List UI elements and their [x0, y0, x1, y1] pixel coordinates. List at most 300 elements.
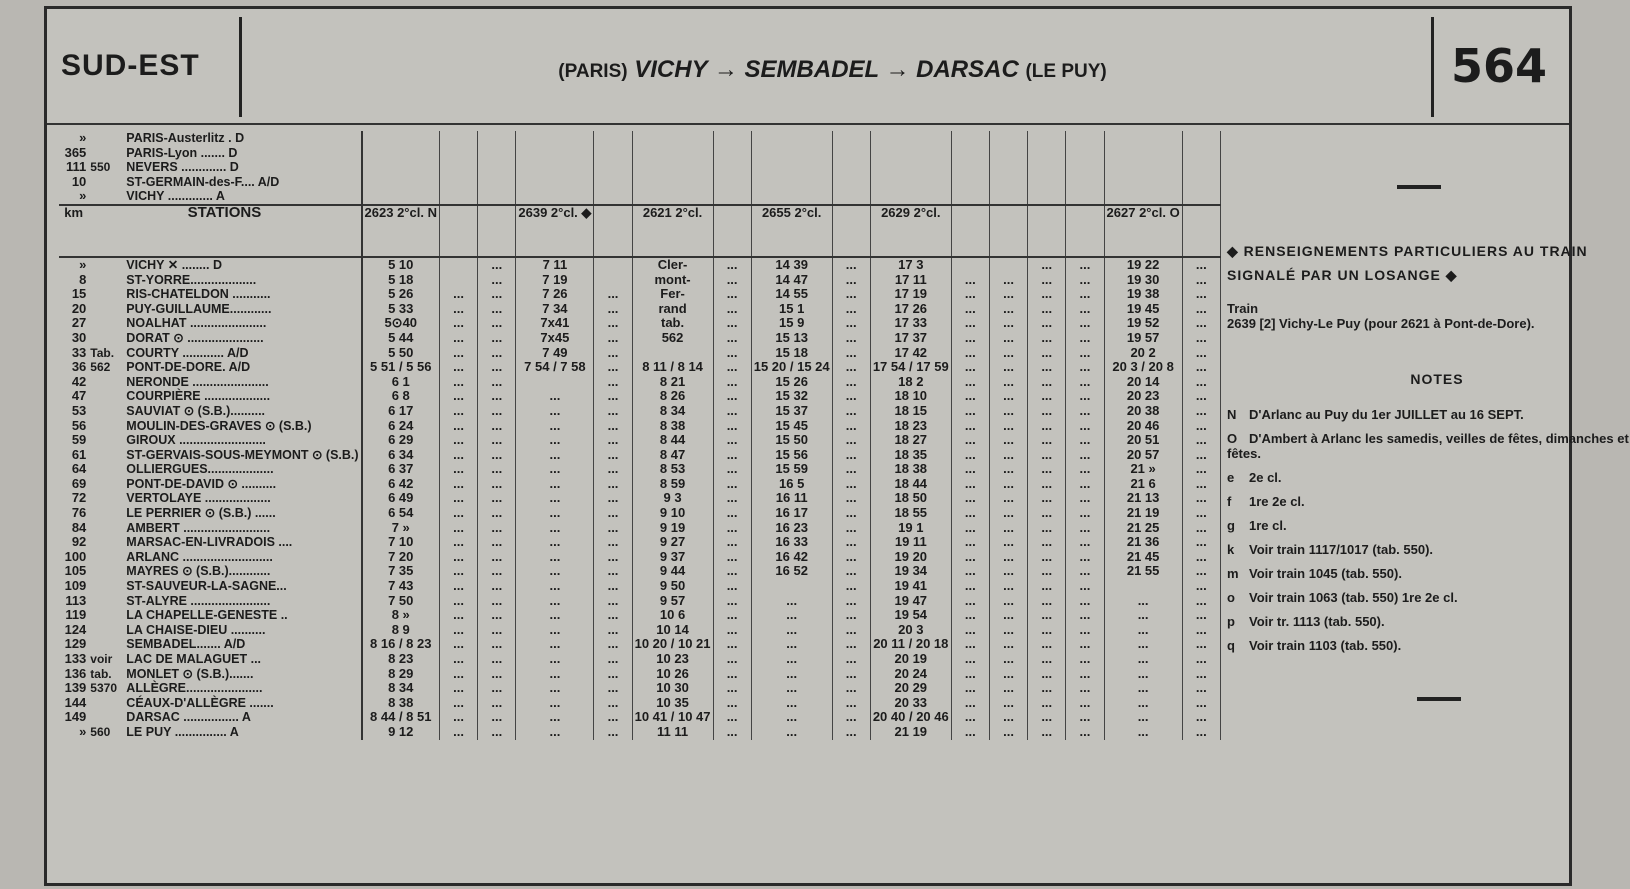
time-cell: ...: [439, 433, 477, 448]
time-cell: ...: [1182, 681, 1220, 696]
km-cell: 136: [64, 665, 87, 681]
time-cell: ...: [478, 346, 516, 361]
note-key: m: [1227, 566, 1239, 581]
station-name: LAC DE MALAGUET ...: [124, 652, 361, 667]
time-cell: 14 39: [751, 257, 832, 273]
time-cell: 18 55: [870, 506, 951, 521]
station-row: [59, 448, 1221, 463]
time-cell: ...: [951, 360, 989, 375]
time-cell: [439, 131, 477, 146]
time-cell: ...: [1182, 667, 1220, 682]
time-cell: [1066, 131, 1104, 146]
station-name: PARIS-Austerlitz . D: [124, 131, 361, 146]
station-row: [59, 433, 1221, 448]
time-cell: ...: [989, 564, 1027, 579]
km-cell: 8: [79, 271, 87, 287]
tab-ref: [88, 433, 124, 448]
tab-ref: 550: [90, 160, 111, 175]
time-cell: ...: [478, 696, 516, 711]
station-name: VICHY ............. A: [124, 189, 361, 205]
time-cell: ...: [439, 346, 477, 361]
time-cell: 11 11: [632, 725, 713, 740]
time-cell: ...: [1104, 710, 1182, 725]
time-cell: 6 37: [362, 462, 440, 477]
time-cell: ...: [951, 316, 989, 331]
train-number: 2621 2°cl.: [632, 205, 713, 257]
time-cell: 18 35: [870, 448, 951, 463]
time-cell: ...: [439, 448, 477, 463]
station-row: [59, 360, 1221, 375]
time-cell: 20 11 / 20 18: [870, 637, 951, 652]
tab-ref: [88, 535, 124, 550]
time-cell: ...: [1182, 535, 1220, 550]
time-cell: ...: [594, 579, 632, 594]
note-item: [1227, 407, 1630, 422]
time-cell: ...: [439, 506, 477, 521]
time-cell: ...: [1182, 448, 1220, 463]
time-cell: ...: [516, 725, 594, 740]
time-cell: [516, 146, 594, 161]
time-cell: ...: [1028, 637, 1066, 652]
time-cell: ...: [713, 652, 751, 667]
time-cell: ...: [1028, 725, 1066, 740]
station-name: AMBERT .........................: [124, 521, 361, 536]
time-cell: ...: [989, 273, 1027, 288]
time-cell: ...: [478, 302, 516, 317]
note-text: D'Arlanc au Puy du 1er JUILLET au 16 SEPT.: [1249, 407, 1524, 422]
time-cell: 20 29: [870, 681, 951, 696]
time-cell: ...: [478, 608, 516, 623]
km-cell: 47: [71, 388, 87, 404]
time-cell: ...: [516, 579, 594, 594]
time-cell: 10 6: [632, 608, 713, 623]
time-cell: ...: [1182, 433, 1220, 448]
time-cell: ...: [1028, 331, 1066, 346]
time-cell: 15 13: [751, 331, 832, 346]
time-cell: ...: [989, 608, 1027, 623]
km-cell: 129: [64, 636, 87, 652]
km-cell: »: [79, 256, 87, 272]
time-cell: 18 27: [870, 433, 951, 448]
time-cell: 14 47: [751, 273, 832, 288]
time-cell: ...: [832, 273, 870, 288]
time-cell: 18 38: [870, 462, 951, 477]
time-cell: ...: [478, 316, 516, 331]
time-cell: [516, 160, 594, 175]
station-name: MAYRES ⊙ (S.B.)............: [124, 564, 361, 579]
station-row: [59, 375, 1221, 390]
time-cell: ...: [594, 448, 632, 463]
tab-ref: [88, 462, 124, 477]
time-cell: ...: [594, 696, 632, 711]
time-cell: ...: [439, 287, 477, 302]
time-cell: ...: [713, 710, 751, 725]
note-text: Voir tr. 1113 (tab. 550).: [1249, 614, 1385, 629]
time-cell: 17 42: [870, 346, 951, 361]
time-cell: ...: [713, 287, 751, 302]
km-cell: 61: [71, 446, 87, 462]
time-cell: 18 44: [870, 477, 951, 492]
time-cell: ...: [1028, 360, 1066, 375]
time-cell: 20 23: [1104, 389, 1182, 404]
note-text: Voir train 1103 (tab. 550).: [1249, 638, 1402, 653]
route-suffix: (LE PUY): [1025, 61, 1107, 82]
time-cell: 18 23: [870, 419, 951, 434]
km-cell: 36: [71, 359, 87, 375]
time-cell: ...: [1028, 433, 1066, 448]
tab-ref: [88, 550, 124, 565]
time-cell: 17 33: [870, 316, 951, 331]
time-cell: 15 20 / 15 24: [751, 360, 832, 375]
time-cell: ...: [832, 360, 870, 375]
time-cell: ...: [1182, 594, 1220, 609]
station-name: GIROUX .........................: [124, 433, 361, 448]
time-cell: [1066, 189, 1104, 205]
time-cell: [832, 146, 870, 161]
time-cell: ...: [594, 419, 632, 434]
time-cell: [1028, 189, 1066, 205]
time-cell: ...: [832, 287, 870, 302]
time-cell: ...: [832, 491, 870, 506]
time-cell: 15 50: [751, 433, 832, 448]
time-cell: 16 42: [751, 550, 832, 565]
km-cell: 149: [64, 709, 87, 725]
time-cell: [713, 160, 751, 175]
time-cell: 21 6: [1104, 477, 1182, 492]
station-row: [59, 681, 1221, 696]
time-cell: ...: [439, 710, 477, 725]
time-cell: 20 46: [1104, 419, 1182, 434]
note-key: o: [1227, 590, 1235, 605]
tab-ref: [88, 375, 124, 390]
time-cell: 17 11: [870, 273, 951, 288]
time-cell: ...: [989, 419, 1027, 434]
station-name: LA CHAPELLE-GENESTE ..: [124, 608, 361, 623]
time-cell: ...: [713, 302, 751, 317]
km-cell: 53: [71, 402, 87, 418]
note-item: [1227, 614, 1630, 629]
time-cell: ...: [713, 448, 751, 463]
station-row: [59, 710, 1221, 725]
time-cell: ...: [832, 594, 870, 609]
time-cell: ...: [1066, 696, 1104, 711]
time-cell: ...: [713, 506, 751, 521]
time-cell: 8 34: [362, 681, 440, 696]
time-cell: [516, 375, 594, 390]
time-cell: [951, 175, 989, 190]
time-cell: 19 22: [1104, 257, 1182, 273]
time-cell: ...: [951, 623, 989, 638]
time-cell: ...: [516, 462, 594, 477]
time-cell: ...: [516, 696, 594, 711]
tab-ref: [88, 146, 124, 161]
route-darsac: DARSAC: [916, 56, 1019, 83]
time-cell: 8 38: [362, 696, 440, 711]
time-cell: [1028, 131, 1066, 146]
time-cell: ...: [594, 725, 632, 740]
time-cell: ...: [713, 389, 751, 404]
time-cell: ...: [478, 710, 516, 725]
time-cell: 21 36: [1104, 535, 1182, 550]
time-cell: 562: [632, 331, 713, 346]
time-cell: [439, 189, 477, 205]
km-cell: 111: [66, 159, 87, 175]
note-key: p: [1227, 614, 1235, 629]
time-cell: ...: [951, 302, 989, 317]
time-cell: ...: [1182, 287, 1220, 302]
time-cell: ...: [951, 608, 989, 623]
note-key: g: [1227, 518, 1235, 533]
time-cell: ...: [1104, 637, 1182, 652]
station-name: PUY-GUILLAUME............: [124, 302, 361, 317]
time-cell: ...: [478, 564, 516, 579]
time-cell: ...: [1182, 360, 1220, 375]
time-cell: ...: [951, 506, 989, 521]
time-cell: ...: [478, 448, 516, 463]
time-cell: [478, 189, 516, 205]
train-number: [832, 205, 870, 257]
time-cell: ...: [516, 564, 594, 579]
train-number: [1066, 205, 1104, 257]
time-cell: ...: [951, 477, 989, 492]
time-cell: [439, 257, 477, 273]
time-cell: [516, 175, 594, 190]
time-cell: ...: [713, 462, 751, 477]
time-cell: [1104, 146, 1182, 161]
time-cell: ...: [478, 681, 516, 696]
note-text: Voir train 1117/1017 (tab. 550).: [1249, 542, 1434, 557]
time-cell: ...: [1028, 652, 1066, 667]
station-name: MONLET ⊙ (S.B.).......: [124, 667, 361, 682]
time-cell: ...: [989, 331, 1027, 346]
time-cell: ...: [951, 404, 989, 419]
time-cell: ...: [989, 652, 1027, 667]
time-cell: ...: [989, 681, 1027, 696]
time-cell: ...: [439, 419, 477, 434]
time-cell: ...: [516, 594, 594, 609]
time-cell: ...: [1182, 477, 1220, 492]
time-cell: ...: [989, 462, 1027, 477]
station-row: [59, 331, 1221, 346]
tab-ref: voir: [90, 652, 113, 666]
time-cell: [1104, 131, 1182, 146]
page-header: [47, 9, 1569, 125]
time-cell: 7 »: [362, 521, 440, 536]
train-line: 2639 [2] Vichy-Le Puy (pour 2621 à Pont-de-Dore).: [1227, 316, 1535, 331]
train-number: 2629 2°cl.: [870, 205, 951, 257]
time-cell: ...: [1066, 375, 1104, 390]
time-cell: ...: [989, 667, 1027, 682]
time-cell: [478, 175, 516, 190]
station-row: [59, 521, 1221, 536]
time-cell: ...: [439, 331, 477, 346]
time-cell: [1104, 189, 1182, 205]
time-cell: ...: [1104, 681, 1182, 696]
time-cell: ...: [439, 462, 477, 477]
time-cell: 8 44 / 8 51: [362, 710, 440, 725]
time-cell: ...: [1066, 667, 1104, 682]
time-cell: 18 10: [870, 389, 951, 404]
time-cell: ...: [594, 433, 632, 448]
time-cell: ...: [1182, 696, 1220, 711]
time-cell: 9 10: [632, 506, 713, 521]
time-cell: ...: [439, 404, 477, 419]
time-cell: ...: [713, 608, 751, 623]
time-cell: 16 23: [751, 521, 832, 536]
time-cell: [989, 146, 1027, 161]
time-cell: 19 1: [870, 521, 951, 536]
time-cell: ...: [594, 594, 632, 609]
time-cell: ...: [951, 681, 989, 696]
station-row: [59, 623, 1221, 638]
time-cell: 7x45: [516, 331, 594, 346]
time-cell: ...: [832, 608, 870, 623]
station-row: [59, 550, 1221, 565]
km-cell: 144: [64, 694, 87, 710]
time-cell: ...: [951, 389, 989, 404]
time-cell: ...: [439, 360, 477, 375]
tab-ref: [88, 564, 124, 579]
train-number: [1182, 205, 1220, 257]
time-cell: ...: [594, 331, 632, 346]
time-cell: [1182, 131, 1220, 146]
time-cell: ...: [478, 535, 516, 550]
time-cell: [989, 257, 1027, 273]
km-cell: 105: [64, 563, 87, 579]
note-text: 2e cl.: [1249, 470, 1282, 485]
time-cell: ...: [989, 579, 1027, 594]
time-cell: ...: [713, 579, 751, 594]
time-cell: [632, 346, 713, 361]
time-cell: ...: [832, 623, 870, 638]
time-cell: ...: [951, 594, 989, 609]
tab-ref: tab.: [90, 666, 112, 681]
station-name: MOULIN-DES-GRAVES ⊙ (S.B.): [124, 419, 361, 434]
km-cell: 76: [71, 505, 87, 521]
station-name: ALLÈGRE......................: [124, 681, 361, 696]
time-cell: ...: [832, 448, 870, 463]
time-cell: 8 59: [632, 477, 713, 492]
note-text: 1re 2e cl.: [1249, 494, 1305, 509]
note-text: Voir train 1063 (tab. 550) 1re 2e cl.: [1249, 590, 1458, 605]
time-cell: ...: [1066, 506, 1104, 521]
time-cell: [832, 131, 870, 146]
tab-ref: [88, 594, 124, 609]
time-cell: 16 33: [751, 535, 832, 550]
time-cell: [632, 175, 713, 190]
time-cell: 8 21: [632, 375, 713, 390]
time-cell: ...: [478, 652, 516, 667]
time-cell: ...: [594, 491, 632, 506]
station-row: [59, 273, 1221, 288]
time-cell: ...: [832, 535, 870, 550]
time-cell: ...: [1182, 419, 1220, 434]
tab-ref: 5370: [90, 681, 117, 696]
tab-ref: [88, 419, 124, 434]
time-cell: ...: [832, 681, 870, 696]
time-cell: 15 45: [751, 419, 832, 434]
time-cell: ...: [594, 535, 632, 550]
time-cell: 5 33: [362, 302, 440, 317]
time-cell: [713, 131, 751, 146]
time-cell: [951, 146, 989, 161]
note-item: [1227, 566, 1630, 581]
time-cell: tab.: [632, 316, 713, 331]
train-label: Train: [1227, 301, 1259, 316]
station-name: ST-SAUVEUR-LA-SAGNE...: [124, 579, 361, 594]
time-cell: ...: [439, 521, 477, 536]
time-cell: ...: [832, 477, 870, 492]
notes-panel: [1227, 139, 1630, 701]
time-cell: 18 2: [870, 375, 951, 390]
station-name: PONT-DE-DORE. A/D: [124, 360, 361, 375]
time-cell: [439, 175, 477, 190]
time-cell: ...: [478, 404, 516, 419]
km-cell: 124: [64, 621, 87, 637]
km-cell: 15: [71, 286, 87, 302]
time-cell: ...: [951, 696, 989, 711]
tab-ref: 560: [90, 724, 111, 739]
time-cell: ...: [1028, 491, 1066, 506]
tab-ref: [88, 404, 124, 419]
time-cell: ...: [1182, 404, 1220, 419]
divider: [1397, 185, 1441, 189]
time-cell: [832, 175, 870, 190]
tab-ref: 562: [90, 360, 111, 375]
tab-ref: [88, 302, 124, 317]
time-cell: 20 57: [1104, 448, 1182, 463]
time-cell: [362, 131, 440, 146]
time-cell: ...: [439, 389, 477, 404]
time-cell: [1104, 579, 1182, 594]
time-cell: ...: [1066, 287, 1104, 302]
tab-ref: [88, 477, 124, 492]
station-name: ST-GERVAIS-SOUS-MEYMONT ⊙ (S.B.): [124, 448, 361, 463]
time-cell: ...: [1028, 419, 1066, 434]
time-cell: [478, 160, 516, 175]
time-cell: [478, 146, 516, 161]
time-cell: 20 14: [1104, 375, 1182, 390]
station-name: DARSAC ................ A: [124, 710, 361, 725]
time-cell: ...: [478, 594, 516, 609]
time-cell: ...: [1182, 375, 1220, 390]
time-cell: 8 34: [632, 404, 713, 419]
time-cell: 7 54 / 7 58: [516, 360, 594, 375]
time-cell: ...: [439, 302, 477, 317]
time-cell: ...: [1182, 637, 1220, 652]
km-label: km: [59, 205, 88, 257]
km-cell: 133: [64, 651, 87, 666]
time-cell: ...: [1028, 521, 1066, 536]
time-cell: ...: [478, 462, 516, 477]
time-cell: Fer-: [632, 287, 713, 302]
time-cell: [594, 273, 632, 288]
time-cell: ...: [516, 404, 594, 419]
time-cell: ...: [594, 681, 632, 696]
time-cell: ...: [1182, 389, 1220, 404]
station-name: ST-YORRE...................: [124, 273, 361, 288]
time-cell: ...: [1104, 608, 1182, 623]
time-cell: 9 37: [632, 550, 713, 565]
time-cell: ...: [516, 667, 594, 682]
time-cell: ...: [439, 316, 477, 331]
time-cell: Cler-: [632, 257, 713, 273]
time-cell: ...: [1028, 448, 1066, 463]
time-cell: ...: [594, 710, 632, 725]
time-cell: ...: [713, 346, 751, 361]
station-name: PONT-DE-DAVID ⊙ ..........: [124, 477, 361, 492]
time-cell: ...: [1028, 477, 1066, 492]
